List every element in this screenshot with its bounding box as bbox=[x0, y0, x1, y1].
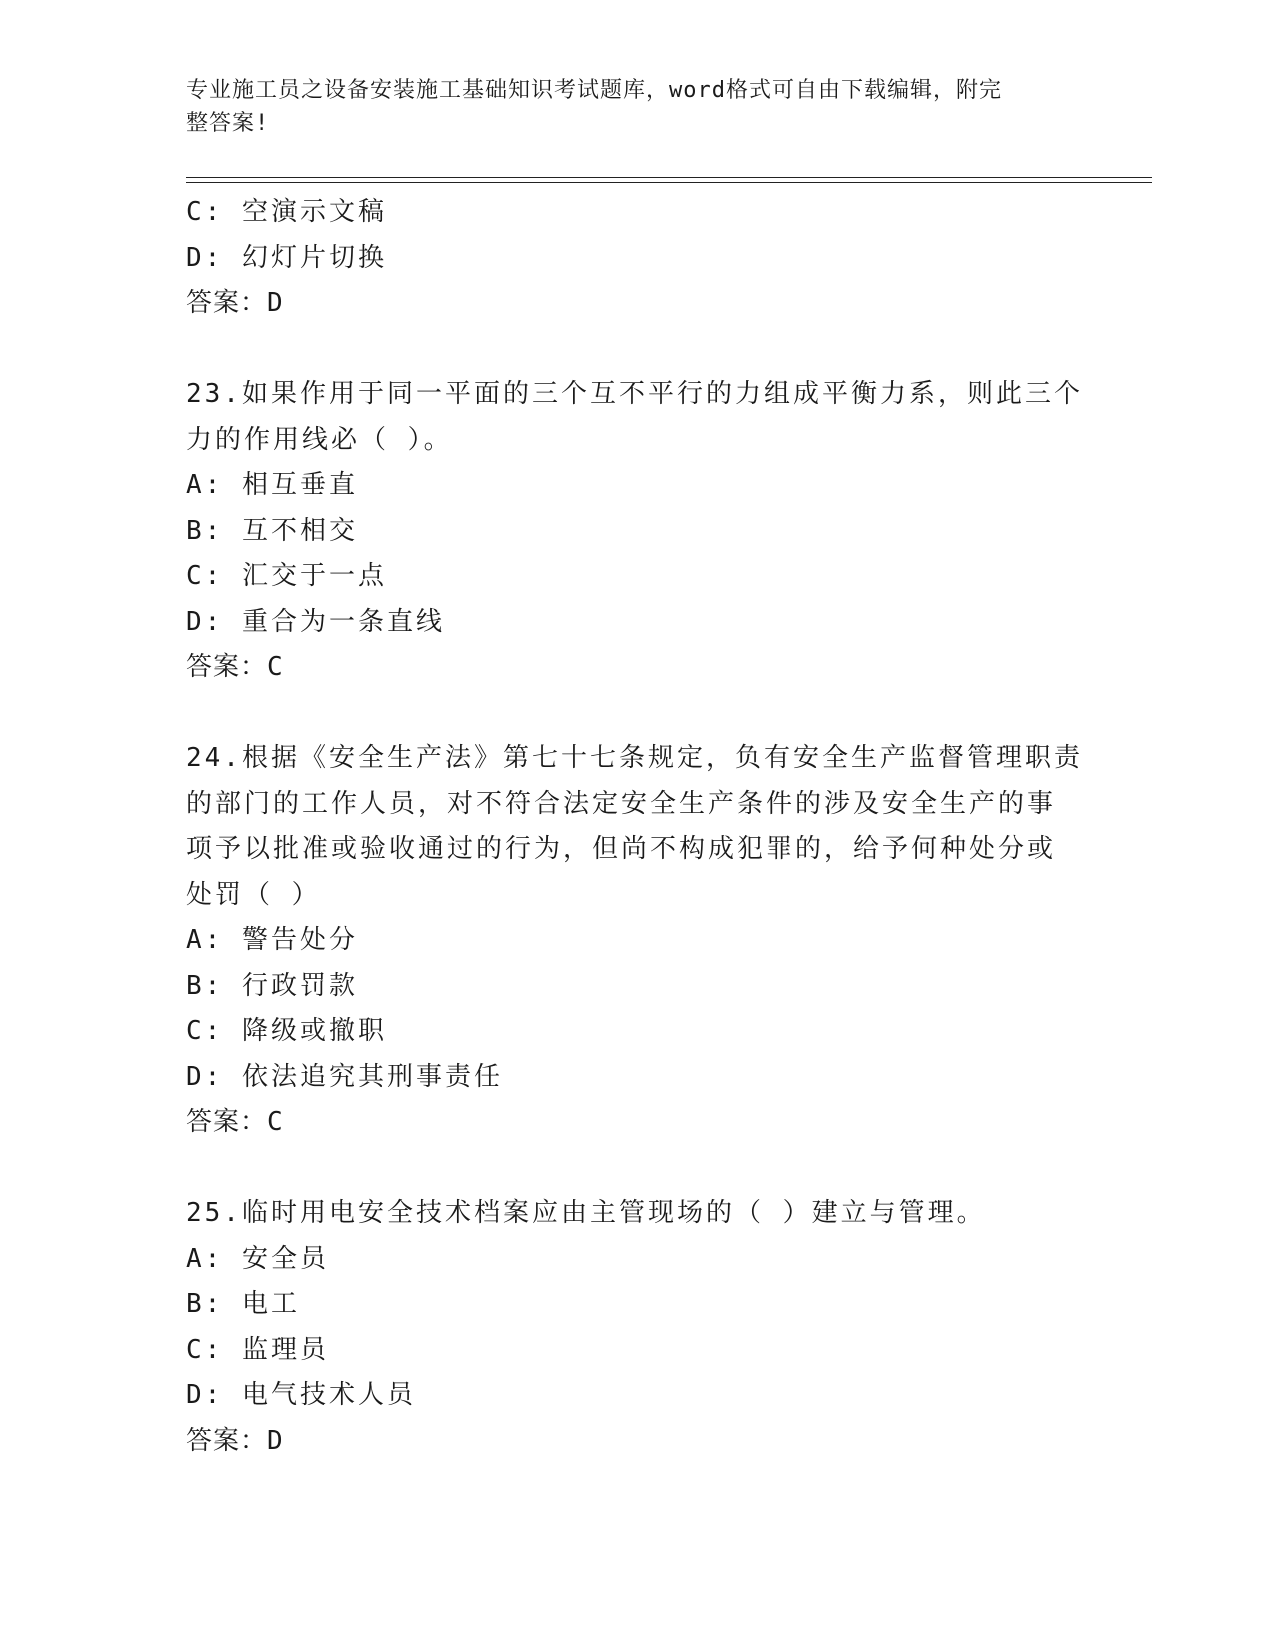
option-d: D: 依法追究其刑事责任 bbox=[186, 1061, 503, 1092]
document-header bbox=[186, 74, 1066, 140]
option-b: B: 互不相交 bbox=[186, 515, 358, 546]
question-content bbox=[186, 190, 1086, 1464]
answer-line: 答案：D bbox=[186, 288, 284, 318]
header-line-1: 专业施工员之设备安装施工基础知识考试题库，word格式可自由下载编辑，附完 bbox=[186, 78, 1002, 103]
question-stem-line: 23.如果作用于同一平面的三个互不平行的力组成平衡力系，则此三个 bbox=[186, 379, 1083, 409]
question-stem-line: 的部门的工作人员，对不符合法定安全生产条件的涉及安全生产的事 bbox=[186, 788, 1057, 819]
option-a: A: 安全员 bbox=[186, 1243, 329, 1274]
option-b: B: 电工 bbox=[186, 1289, 300, 1319]
option-b: B: 行政罚款 bbox=[186, 970, 358, 1001]
option-c: C: 降级或撤职 bbox=[186, 1016, 387, 1046]
answer-line: 答案：C bbox=[186, 652, 284, 682]
spacer bbox=[186, 691, 1086, 737]
option-d: D: 重合为一条直线 bbox=[186, 606, 445, 637]
answer-line: 答案：C bbox=[186, 1107, 284, 1137]
option-c: C: 汇交于一点 bbox=[186, 561, 387, 591]
option-c: C: 空演示文稿 bbox=[186, 197, 387, 227]
option-d: D: 幻灯片切换 bbox=[186, 242, 387, 273]
question-stem-line: 处罚（ ） bbox=[186, 879, 321, 910]
option-d: D: 电气技术人员 bbox=[186, 1380, 416, 1410]
option-a: A: 相互垂直 bbox=[186, 470, 358, 500]
header-rule-bottom bbox=[186, 182, 1152, 183]
header-rule-top bbox=[186, 177, 1152, 178]
option-a: A: 警告处分 bbox=[186, 925, 358, 955]
question-stem-line: 力的作用线必（ ）。 bbox=[186, 424, 453, 455]
question-stem-line: 项予以批准或验收通过的行为，但尚不构成犯罪的，给予何种处分或 bbox=[186, 834, 1057, 864]
spacer bbox=[186, 1146, 1086, 1192]
header-line-2: 整答案! bbox=[186, 111, 270, 136]
question-stem-line: 24.根据《安全生产法》第七十七条规定，负有安全生产监督管理职责 bbox=[186, 743, 1083, 773]
question-stem-line: 25.临时用电安全技术档案应由主管现场的（ ）建立与管理。 bbox=[186, 1198, 986, 1228]
option-c: C: 监理员 bbox=[186, 1334, 329, 1365]
answer-line: 答案：D bbox=[186, 1425, 284, 1456]
spacer bbox=[186, 327, 1086, 373]
